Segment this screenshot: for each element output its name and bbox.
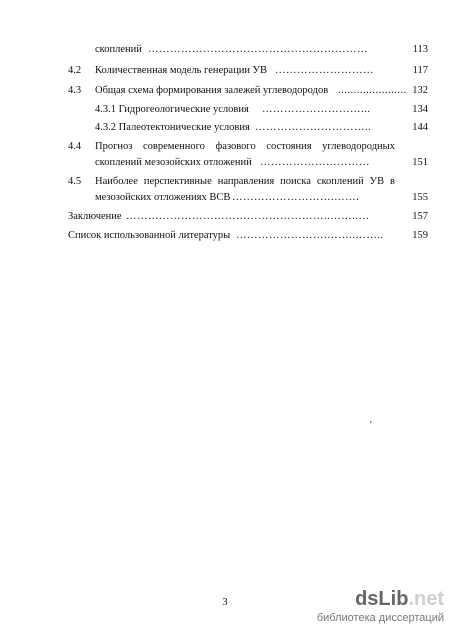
toc-leader-dots: ………………………... (262, 104, 371, 115)
toc-page-number: 144 (412, 122, 428, 133)
toc-leader-dots: ………………………………………………..……..… (126, 211, 370, 222)
toc-entry-text: скоплений мезозойских отложений (95, 157, 252, 168)
toc-page-number: 113 (412, 44, 428, 55)
toc-section-number: 4.5 (68, 176, 82, 187)
watermark-logo (355, 588, 444, 611)
stray-mark: ' (370, 420, 372, 431)
toc-leader-dots: ...................... (338, 85, 407, 96)
toc-page-number: 157 (412, 211, 428, 222)
toc-section-number: 4.4 (68, 141, 82, 152)
toc-entry[interactable] (0, 175, 450, 207)
toc-leader-dots: ………………………… (260, 157, 370, 168)
toc-entry[interactable] (0, 140, 450, 172)
toc-entry-text: Общая схема формирования залежей углеводородов (95, 85, 329, 96)
toc-page-number: 159 (412, 230, 428, 241)
watermark (316, 588, 444, 628)
toc-leader-dots: …………………………………………………… (148, 44, 368, 55)
toc-entry-text: Заключение (68, 211, 122, 222)
toc-leader-dots: ……………………… (275, 65, 374, 76)
toc-entry-text-line1: Прогноз современного фазового состояния углеводородных (95, 141, 395, 152)
toc-entry-text: Количественная модель генерации УВ (95, 65, 267, 76)
toc-page-number: 151 (412, 157, 428, 168)
toc-section-number: 4.3 (68, 85, 82, 96)
toc-section-number: 4.2 (68, 65, 82, 76)
toc-page-number: 134 (412, 104, 428, 115)
toc-page-number: 117 (412, 65, 428, 76)
toc-entry-text: Список использованной литературы (68, 230, 231, 241)
toc-entry-text: 4.3.1 Гидрогеологические условия (95, 104, 249, 115)
toc-entry-text: скоплений (95, 44, 142, 55)
page-number: 3 (222, 597, 228, 608)
toc-entry-text: 4.3.2 Палеотектонические условия (95, 122, 250, 133)
watermark-logo-main: dsLib (355, 588, 409, 610)
watermark-logo-accent: .net (408, 588, 444, 610)
toc-entry-text: мезозойских отложениях ВСВ (95, 192, 231, 203)
toc-page-number: 132 (412, 85, 428, 96)
toc-leader-dots: …………………….……..…….. (236, 230, 384, 241)
toc-leader-dots: ……………………….……. (232, 192, 360, 203)
toc-entry-text-line1: Наиболее перспективные направления поиска скоплений УВ в (95, 176, 395, 187)
toc-leader-dots: ………………………….. (255, 122, 372, 133)
toc-page-number: 155 (412, 192, 428, 203)
watermark-subtitle: библиотека диссертаций (316, 612, 444, 624)
